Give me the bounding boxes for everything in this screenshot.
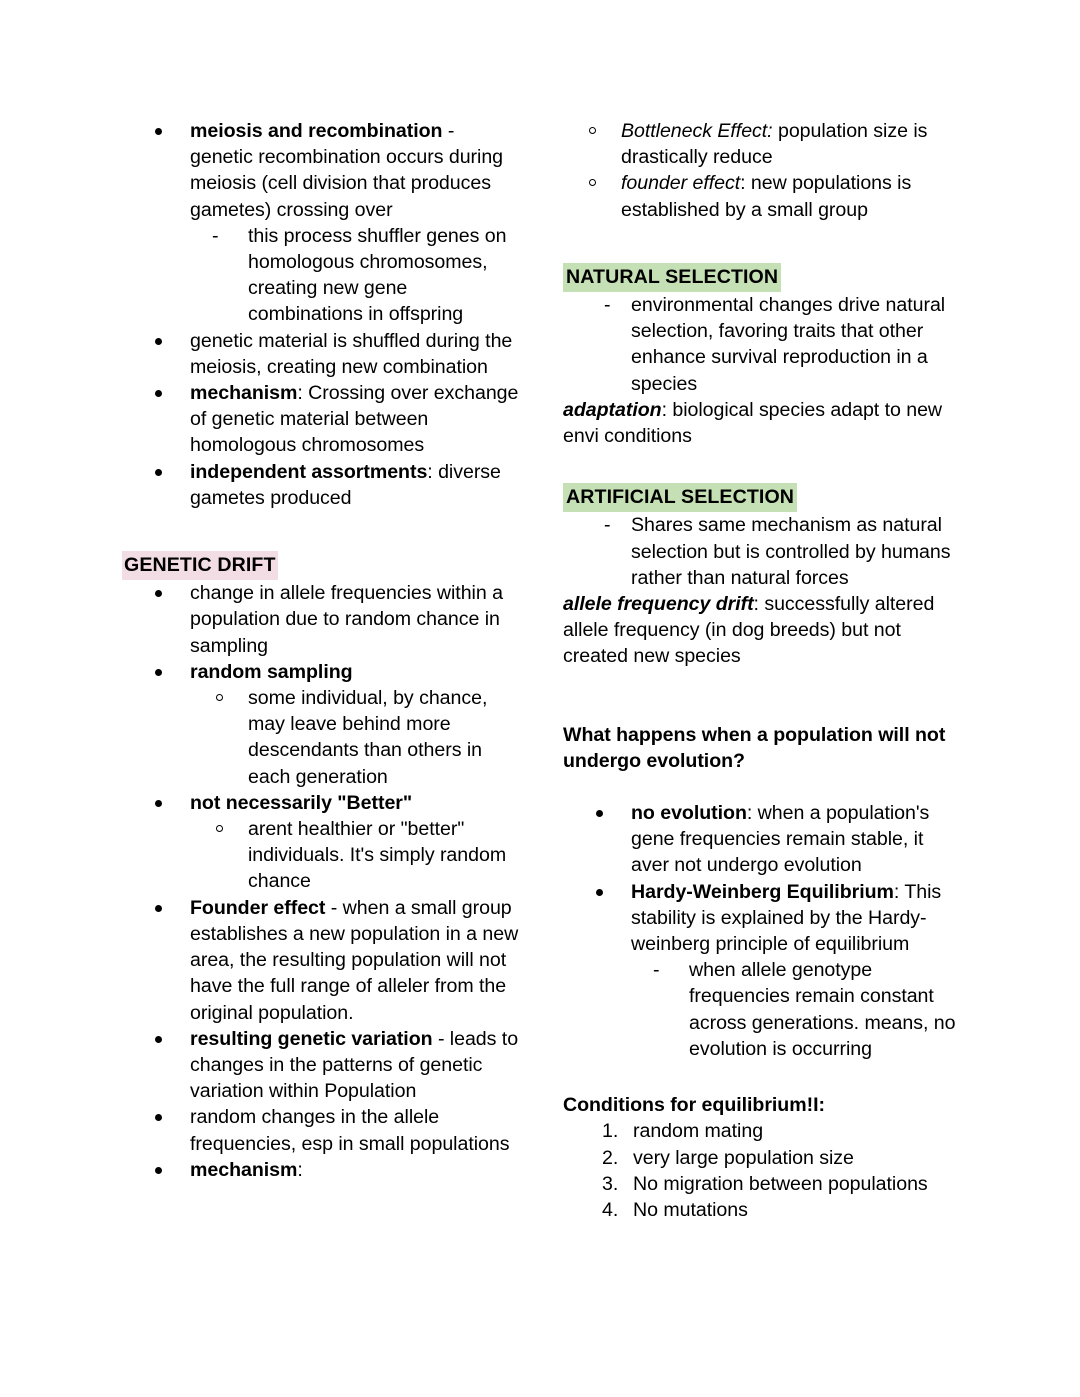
list-item-text: genetic material is shuffled during the meiosis, creating new combination xyxy=(190,329,513,378)
list-item xyxy=(563,879,963,1062)
list-item-text: this process shuffler genes on homologous chromosomes, creating new gene combinations in offspring xyxy=(248,224,507,326)
left-column xyxy=(122,118,522,1183)
list-item-text: : This stability is explained by the Hardy-weinberg principle of equilibrium xyxy=(631,880,942,956)
meiosis-sub-list xyxy=(190,223,522,328)
list-item-text: arent healthier or "better" individuals. It's simply random chance xyxy=(248,818,507,893)
list-item-text: random changes in the allele frequencies, esp in small populations xyxy=(190,1106,510,1155)
term-mechanism: mechanism xyxy=(190,382,298,405)
list-item-text: : new populations is established by a small group xyxy=(621,172,912,221)
term-founder-effect: Founder effect xyxy=(190,896,326,919)
term-founder-effect-right: founder effect xyxy=(621,172,741,195)
term-independent-assortments: independent assortments xyxy=(190,460,428,483)
list-item xyxy=(563,512,963,591)
list-item-text: : xyxy=(297,1158,303,1181)
list-item-text: : when a population's gene frequencies remain stable, it aver not undergo evolution xyxy=(631,802,930,877)
adaptation-definition xyxy=(563,397,963,449)
list-item-text: - when a small group establishes a new population in a new area, the resulting population will not have the full range of alleler from the original population. xyxy=(190,896,519,1024)
dash-bullet-icon: - xyxy=(212,224,219,247)
spacer xyxy=(563,449,963,483)
term-resulting-genetic-variation: resulting genetic variation xyxy=(190,1027,433,1050)
spacer xyxy=(563,223,963,263)
list-item-text: when allele genotype frequencies remain constant across generations. means, no evolution is occurring xyxy=(689,959,956,1060)
conditions-numbered-list xyxy=(563,1118,963,1223)
list-item xyxy=(190,685,522,790)
list-item xyxy=(190,816,522,895)
natural-selection-heading-wrap xyxy=(563,263,963,292)
drift-effects-list xyxy=(563,118,963,223)
list-item xyxy=(122,1157,522,1183)
list-item xyxy=(122,1104,522,1156)
dash-bullet-icon: - xyxy=(653,959,660,982)
list-item-text: : Crossing over exchange of genetic material between homologous chromosomes xyxy=(190,382,519,457)
random-sampling-sub-list xyxy=(190,685,522,790)
list-item-text: some individual, by chance, may leave behind more descendants than others in each generation xyxy=(248,687,488,788)
genetic-drift-heading-wrap xyxy=(122,551,522,580)
dash-bullet-icon: - xyxy=(604,294,611,317)
list-item xyxy=(122,580,522,659)
term-no-evolution: no evolution xyxy=(631,802,747,825)
list-item xyxy=(563,1171,963,1197)
term-mechanism-drift: mechanism xyxy=(190,1158,298,1181)
artificial-selection-list xyxy=(563,512,963,591)
list-item-text: No migration between populations xyxy=(633,1172,928,1195)
list-item xyxy=(122,659,522,790)
artificial-selection-heading-wrap xyxy=(563,483,963,512)
list-item xyxy=(122,459,522,511)
list-item xyxy=(563,118,963,170)
list-item-text: Shares same mechanism as natural selection but is controlled by humans rather than natural forces xyxy=(631,514,951,589)
term-allele-frequency-drift: allele frequency drift xyxy=(563,593,754,616)
section-heading-natural-selection: NATURAL SELECTION xyxy=(563,263,781,292)
list-item-text: very large population size xyxy=(633,1146,854,1169)
list-item-text: population size is drastically reduce xyxy=(621,120,928,169)
dash-bullet-icon: - xyxy=(604,514,611,537)
term-not-necessarily-better: not necessarily "Better" xyxy=(190,791,413,814)
list-item-text: change in allele frequencies within a population due to random chance in sampling xyxy=(190,582,503,657)
meiosis-bullet-list xyxy=(122,118,522,511)
right-column xyxy=(563,118,963,1223)
list-item xyxy=(563,1197,963,1223)
spacer xyxy=(563,670,963,722)
list-item xyxy=(563,1145,963,1171)
list-item xyxy=(631,957,963,1062)
list-item xyxy=(563,292,963,397)
list-item xyxy=(122,1026,522,1105)
list-item xyxy=(563,1118,963,1144)
section-heading-artificial-selection: ARTIFICIAL SELECTION xyxy=(563,483,797,512)
list-item-text: environmental changes drive natural selection, favoring traits that other enhance survival reproduction in a species xyxy=(631,294,946,395)
list-item xyxy=(122,328,522,380)
list-number: 2. xyxy=(602,1146,619,1169)
list-number: 1. xyxy=(602,1120,619,1143)
term-adaptation: adaptation xyxy=(563,398,662,421)
spacer xyxy=(563,1062,963,1092)
list-item-text: random mating xyxy=(633,1120,764,1143)
list-item xyxy=(563,170,963,222)
allele-drift-text: : successfully altered allele frequency (in dog breeds) but not created new species xyxy=(563,593,935,668)
natural-selection-list xyxy=(563,292,963,397)
question-heading-no-evolution: What happens when a population will not undergo evolution? xyxy=(563,723,946,772)
section-heading-genetic-drift: GENETIC DRIFT xyxy=(122,551,278,580)
list-number: 3. xyxy=(602,1172,619,1195)
term-bottleneck-effect: Bottleneck Effect: xyxy=(621,120,773,142)
hardy-weinberg-sub-list xyxy=(631,957,963,1062)
allele-frequency-drift-definition xyxy=(563,591,963,670)
list-item xyxy=(122,895,522,1026)
list-item-text: - genetic recombination occurs during meiosis (cell division that produces gametes) crossing over xyxy=(190,120,504,221)
spacer xyxy=(122,511,522,551)
conditions-heading: Conditions for equilibrium!I: xyxy=(563,1094,825,1117)
list-item xyxy=(563,800,963,879)
list-item xyxy=(122,790,522,895)
genetic-drift-bullet-list xyxy=(122,580,522,1183)
list-item xyxy=(190,223,522,328)
list-item xyxy=(122,118,522,328)
term-hardy-weinberg-equilibrium: Hardy-Weinberg Equilibrium xyxy=(631,880,894,903)
no-evolution-list xyxy=(563,800,963,1062)
list-item-text: - leads to changes in the patterns of genetic variation within Population xyxy=(190,1027,519,1103)
not-better-sub-list xyxy=(190,816,522,895)
term-meiosis-recombination: meiosis and recombination xyxy=(190,120,443,142)
term-random-sampling: random sampling xyxy=(190,660,353,683)
list-number: 4. xyxy=(602,1198,619,1221)
adaptation-text: : biological species adapt to new envi conditions xyxy=(563,398,943,448)
list-item xyxy=(122,380,522,459)
list-item-text: No mutations xyxy=(633,1198,748,1221)
list-item-text: : diverse gametes produced xyxy=(190,460,501,509)
spacer xyxy=(563,774,963,800)
